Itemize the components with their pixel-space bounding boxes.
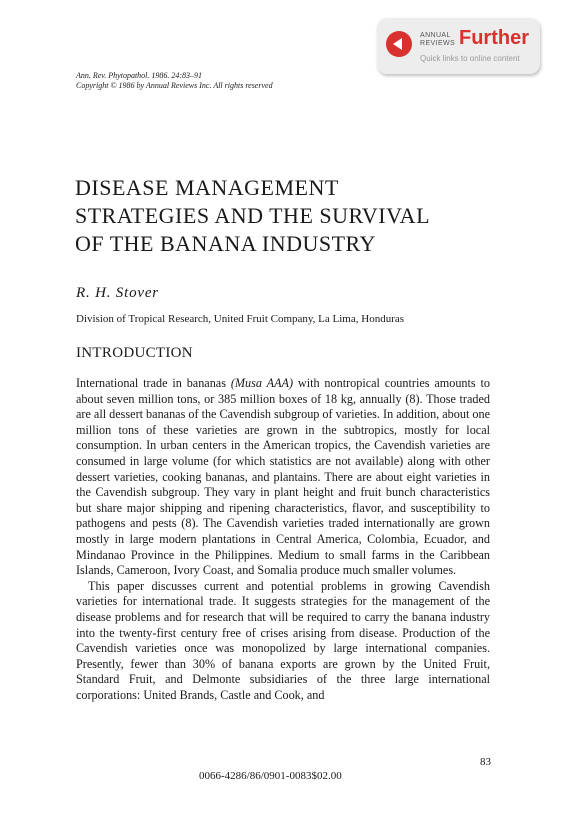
badge-title: Further xyxy=(459,27,529,49)
title-line-2: STRATEGIES AND THE SURVIVAL xyxy=(75,203,431,228)
play-back-icon xyxy=(386,31,412,57)
footer-code: 0066-4286/86/0901-0083$02.00 xyxy=(199,770,342,782)
annual-reviews-further-badge[interactable] xyxy=(377,18,540,74)
paragraph-2: This paper discusses current and potential problems in growing Cavendish varieties for international trade. It suggests strategies for the management of the disease problems and for research that will be required to carry the banana industry into the twenty-first century free of crises arising from disease. Production of the Cavendish varieties once was monopolized by large international companies. Presently, fewer than 30% of banana exports are grown by the United Fruit, Standard Fruit, and Delmonte subsidiaries of the three large international corporations: United Brands, Castle and Cook, and xyxy=(76,578,490,702)
page-number: 83 xyxy=(480,756,491,768)
badge-brand-line2: REVIEWS xyxy=(420,40,456,47)
title-line-3: OF THE BANANA INDUSTRY xyxy=(75,231,376,256)
citation-line-1: Ann. Rev. Phytopathol. 1986. 24:83–91 xyxy=(76,71,203,80)
section-heading: INTRODUCTION xyxy=(76,345,193,361)
paragraph-1-rest: with nontropical countries amounts to about seven million tons, or 385 million boxes of 18 kg, annually (8). Those traded are all dessert bananas of the Cavendish subgroup of varieties. In addition, about one million tons of these varieties are grown in the subtropics, mostly for local consumption. In urban centers in the American tropics, the Cavendish varieties are consumed in large volume (for which statistics are not available) along with other dessert varieties, cooking bananas, and plantains. There are about eight varieties in the Cavendish subgroup. They vary in plant height and fruit bunch characteristics but share major shipping and ripening characteristics, flavor, and susceptibility to pathogens and pests (8). The Cavendish varieties traded internationally are grown mostly in large modern plantations in Central America, Colombia, Ecuador, and Mindanao Province in the Philippines. Medium to small farms in the Caribbean Islands, Cameroon, Ivory Coast, and Somalia produce much smaller volumes. xyxy=(76,376,490,578)
citation-line-2: Copyright © 1986 by Annual Reviews Inc. All rights reserved xyxy=(76,81,273,90)
badge-brand xyxy=(420,32,460,48)
paragraph-1-start: International trade in bananas xyxy=(76,376,231,390)
article-body xyxy=(76,376,490,703)
badge-tagline: Quick links to online content xyxy=(420,54,520,63)
author-affiliation: Division of Tropical Research, United Fruit Company, La Lima, Honduras xyxy=(76,313,405,325)
article-title xyxy=(75,174,495,258)
author-name: R. H. Stover xyxy=(76,285,159,301)
paragraph-1 xyxy=(76,376,490,579)
badge-brand-line1: ANNUAL xyxy=(420,32,451,39)
species-name: (Musa AAA) xyxy=(230,376,294,390)
journal-citation xyxy=(76,71,273,91)
title-line-1: DISEASE MANAGEMENT xyxy=(75,175,339,200)
